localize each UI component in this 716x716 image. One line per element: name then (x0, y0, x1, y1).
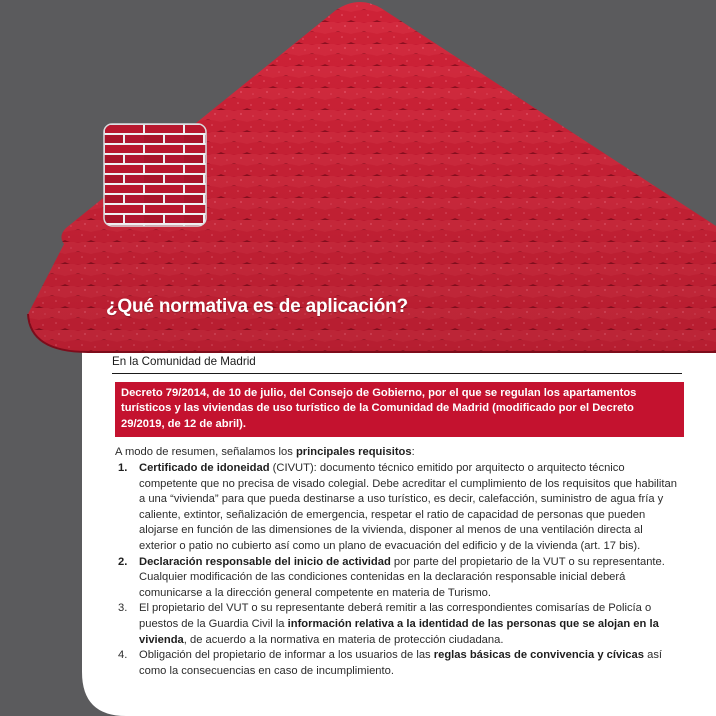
item-number: 4. (118, 649, 128, 662)
item-text: , de acuerdo a la normativa en materia de protección ciudadana. (183, 633, 504, 646)
list-item (112, 648, 682, 679)
intro-text (115, 445, 682, 461)
content-panel (112, 354, 682, 679)
intro-end: : (411, 446, 415, 459)
item-number: 2. (118, 555, 128, 568)
item-bold: Certificado de idoneidad (139, 461, 270, 474)
item-bold: información relativa a la identidad de las personas que se alojan en la vivienda (139, 617, 659, 646)
item-text: (CIVUT): documento técnico emitido por arquitecto o arquitecto técnico competente que no precisa de visado colegial. Debe acreditar el cumplimiento de los requisitos que habilitan a una “vivienda” para que pueda destinarse a uso turístico, es decir, calefacción, suministro de agua fría y caliente, extintor, señalización de emergencia, respetar el ratio de capacidad de personas que pueden alojarse en función de las dimensiones de la vivienda, disponer al menos de una ventilación directa al exterior o patio no cubierto así como un plano de evacuación del edificio y de la vivienda (art. 17 bis). (139, 461, 677, 552)
item-bold: Declaración responsable del inicio de actividad (139, 555, 391, 568)
page-title: ¿Qué normativa es de aplicación? (106, 296, 408, 317)
item-bold: reglas básicas de convivencia y cívicas (433, 649, 644, 662)
item-text: por parte del propietario de la VUT o su representante. Cualquier modificación de las condiciones contenidas en la declaración responsable inicial deberá comunicarse a la dirección general competente en materia de Turismo. (139, 555, 665, 599)
item-number: 1. (118, 461, 128, 474)
item-text: El propietario del VUT o su representante deberá remitir a las correspondientes comisarías de Policía o puestos de la Guardia Civil la (139, 602, 652, 630)
list-item (112, 461, 682, 555)
list-item (112, 601, 682, 648)
item-text: Obligación del propietario de informar a los usuarios de las (139, 649, 434, 662)
intro-bold: principales requisitos (295, 446, 412, 459)
item-text: así como la consecuencias en caso de incumplimiento. (139, 649, 663, 677)
intro-plain: A modo de resumen, señalamos los (115, 446, 296, 459)
decree-box: Decreto 79/2014, de 10 de julio, del Consejo de Gobierno, por el que se regulan los apartamentos turísticos y las viviendas de uso turístico de la Comunidad de Madrid (modificado por el Decreto 29/2019, de 12 de abril). (115, 382, 684, 438)
item-number: 3. (118, 602, 128, 615)
requirements-list (112, 461, 682, 679)
list-item (112, 555, 682, 602)
chimney (104, 124, 206, 226)
region-heading: En la Comunidad de Madrid (112, 354, 682, 374)
